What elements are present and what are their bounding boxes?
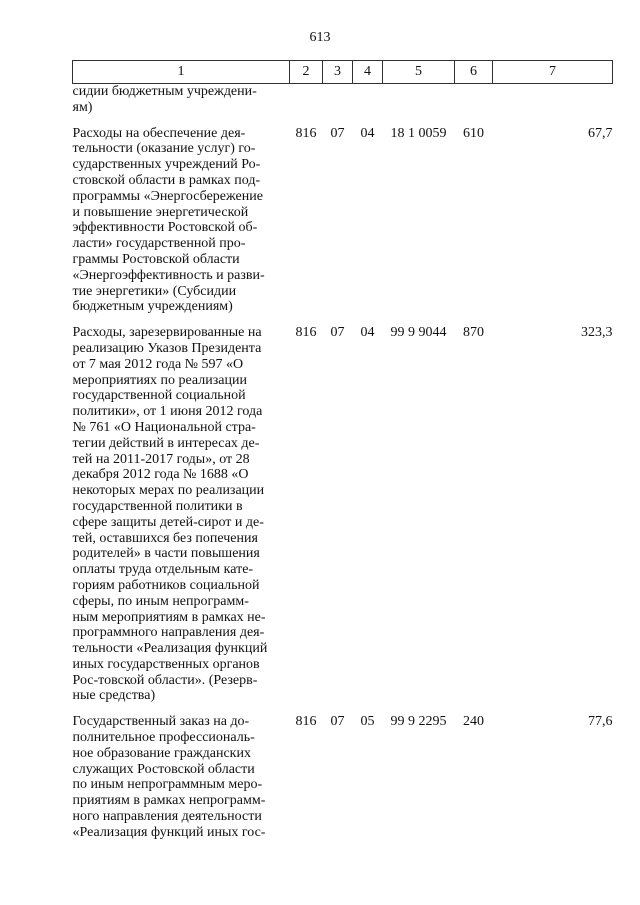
row-subsection: 05 bbox=[360, 714, 375, 730]
row-gap bbox=[73, 116, 613, 126]
row-description: сидии бюджетным учреждени- ям) bbox=[72, 84, 257, 115]
header-col-1: 1 bbox=[73, 61, 290, 84]
row-target: 18 1 0059 bbox=[390, 125, 447, 141]
row-code: 816 bbox=[295, 125, 317, 141]
header-col-5: 5 bbox=[383, 61, 455, 84]
row-amount: 77,6 bbox=[588, 714, 613, 730]
gap-cell bbox=[73, 116, 613, 126]
row-gap bbox=[73, 704, 613, 714]
row-amount: 67,7 bbox=[588, 125, 613, 141]
row-expense-type bbox=[455, 84, 493, 116]
row-expense-type: 240 bbox=[463, 714, 484, 730]
gap-cell bbox=[73, 704, 613, 714]
row-target: 99 9 9044 bbox=[390, 325, 447, 341]
row-target: 99 9 2295 bbox=[390, 714, 447, 730]
row-description: Расходы, зарезервированные на реализацию Указов Президента от 7 мая 2012 года № 597 «О мероприятиях по реализации государственной социальной политики», от 1 июня 2012 года № 761 «О Национальной стра- тегии действий в интересах де- тей на 2011-2017 годы», от 28 декабря 2012 года № 1688 «О некоторых мерах по реализации государственной политики в сфере защиты детей-сирот и де- тей, оставшихся без попечения родителей» в части повышения оплаты труда отдельным кате- гориям работников социальной сферы, по иным непрограмм- ным мероприятиям в рамках не- программного направления дея- тельности «Реализация функций иных государственных органов Рос-товской области». (Резерв- ные средства) bbox=[72, 325, 268, 704]
row-code: 816 bbox=[295, 714, 317, 730]
header-col-3: 3 bbox=[323, 61, 353, 84]
row-section bbox=[323, 84, 353, 116]
table-header bbox=[73, 61, 613, 84]
table-row bbox=[73, 325, 613, 704]
row-section: 07 bbox=[330, 125, 345, 141]
header-col-7: 7 bbox=[493, 61, 613, 84]
row-code: 816 bbox=[295, 325, 317, 341]
row-expense-type: 610 bbox=[463, 125, 484, 141]
header-col-4: 4 bbox=[353, 61, 383, 84]
row-code bbox=[290, 84, 323, 116]
budget-table bbox=[72, 60, 613, 841]
table-row bbox=[73, 84, 613, 116]
header-row bbox=[73, 61, 613, 84]
row-description: Государственный заказ на до- полнительное профессиональ- ное образование гражданских служащих Ростовской области по иным непрограммным меро- приятиям в рамках непрограмм- ного направления деятельности «Реализация функций иных гос- bbox=[72, 714, 266, 840]
row-amount bbox=[493, 84, 613, 116]
header-col-2: 2 bbox=[290, 61, 323, 84]
row-subsection bbox=[353, 84, 383, 116]
row-gap bbox=[73, 315, 613, 325]
row-expense-type: 870 bbox=[463, 325, 484, 341]
row-target bbox=[383, 84, 455, 116]
row-description: Расходы на обеспечение дея- тельности (оказание услуг) го- сударственных учреждений Ро- стовской области в рамках под- программы «Энергосбережение и повышение энергетической эффективности Ростовской об- ласти» государственной про- граммы Ростовской области «Энергоэффективность и разви- тие энергетики» (Субсидии бюджетным учреждениям) bbox=[72, 125, 265, 315]
page-number: 613 bbox=[309, 30, 331, 45]
row-amount: 323,3 bbox=[581, 325, 613, 341]
table-row bbox=[73, 714, 613, 840]
header-col-6: 6 bbox=[455, 61, 493, 84]
table-row bbox=[73, 126, 613, 316]
row-subsection: 04 bbox=[360, 125, 375, 141]
row-subsection: 04 bbox=[360, 325, 375, 341]
table-body bbox=[73, 84, 613, 841]
row-section: 07 bbox=[330, 714, 345, 730]
gap-cell bbox=[73, 315, 613, 325]
row-section: 07 bbox=[330, 325, 345, 341]
